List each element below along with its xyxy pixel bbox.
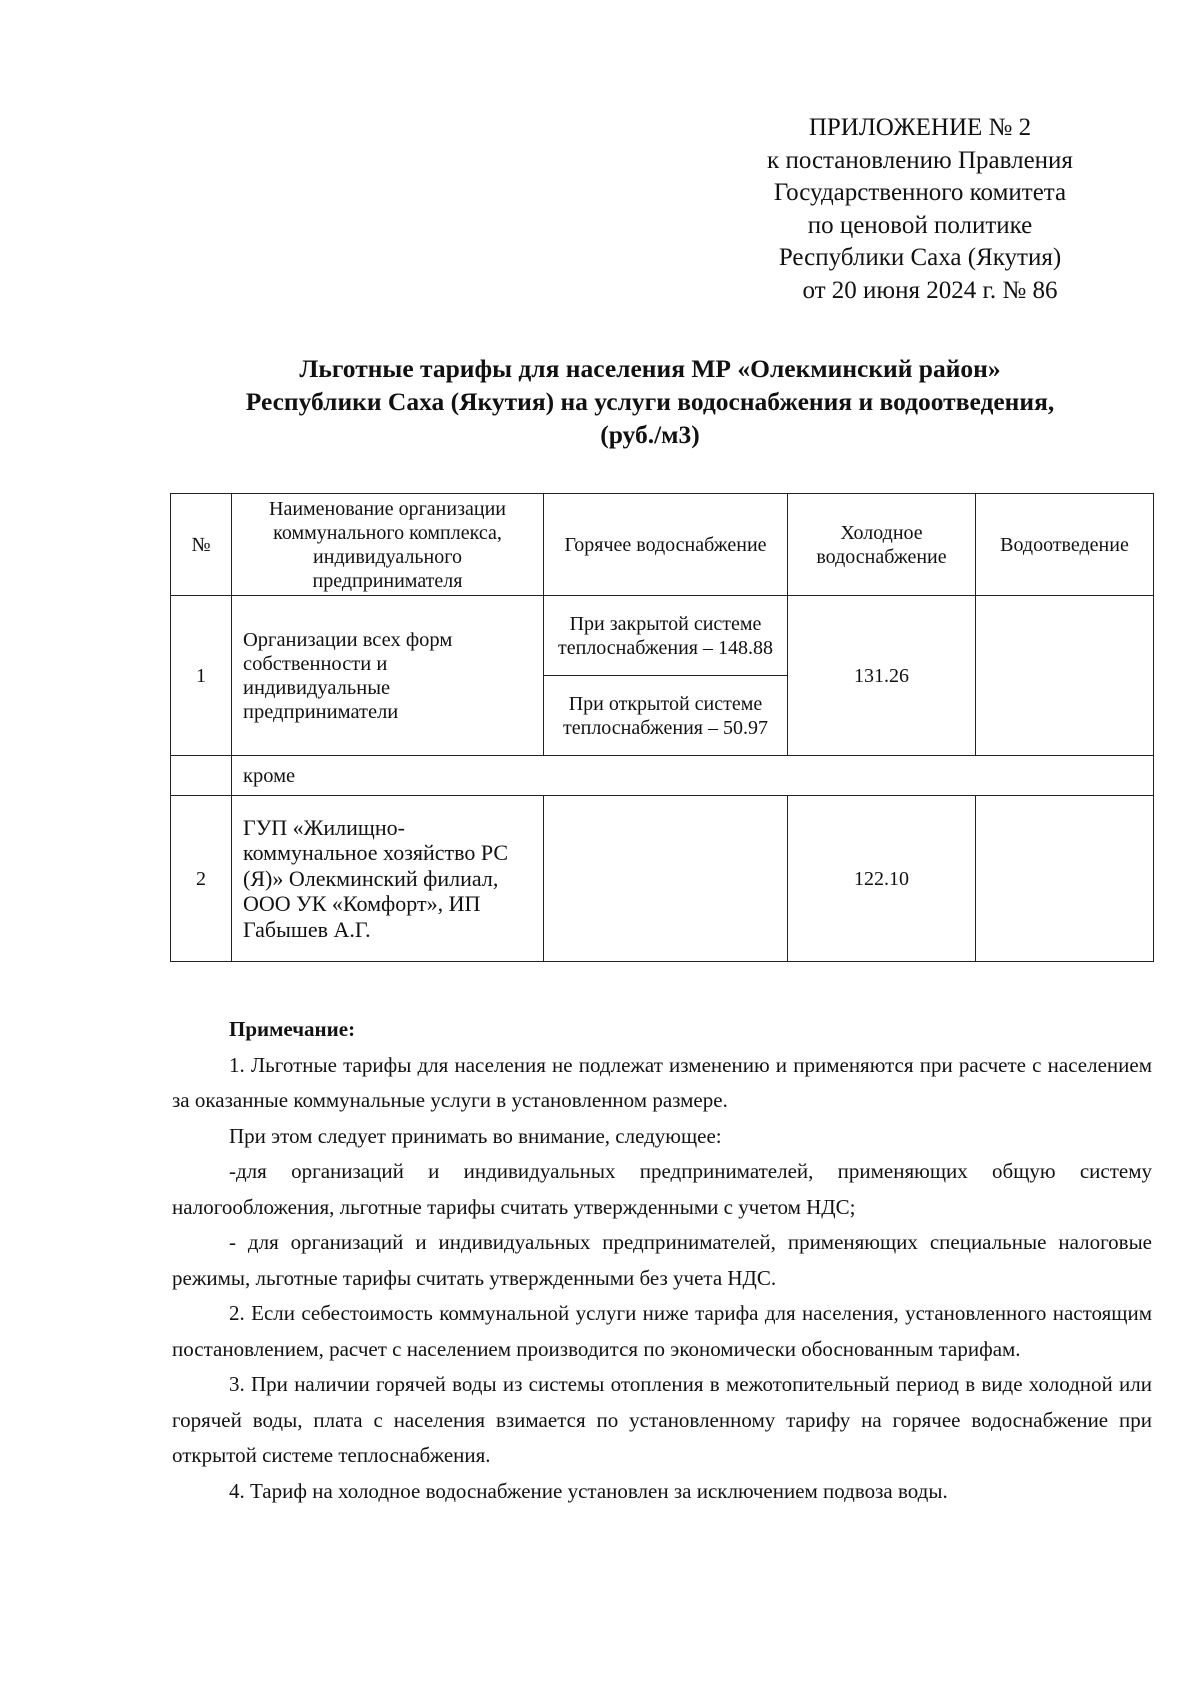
row1-cold: 131.26 [788,596,976,756]
note-paragraph: -для организаций и индивидуальных предпринимателей, применяющих общую систему налогообложения, льготные тарифы считать утвержденными с учетом НДС; [172,1159,1152,1219]
table-header-row [171,494,1154,596]
header-hot-water: Горячее водоснабжение [544,494,788,596]
appendix-line: к постановлению Правления [767,146,1073,174]
appendix-block [700,112,1140,307]
notes-heading: Примечание: [229,1017,356,1041]
header-org: Наименование организации коммунального комплекса, индивидуального предпринимателя [232,494,544,596]
except-num [171,756,232,796]
table-row-except [171,756,1154,796]
document-title [150,352,1150,451]
except-text: кроме [232,756,1154,796]
row2-hot [544,796,788,962]
note-paragraph: 2. Если себестоимость коммунальной услуги ниже тарифа для населения, установленного настоящим постановлением, расчет с населением производится по экономически обоснованным тарифам. [172,1301,1152,1361]
note-paragraph: 4. Тариф на холодное водоснабжение установлен за исключением подвоза воды. [229,1478,948,1503]
row1-hot-closed: При закрытой системе теплоснабжения – 148.88 [544,596,788,676]
title-line: (руб./м3) [600,420,700,449]
notes-section [172,1012,1152,1509]
title-line: Республики Саха (Якутия) на услуги водоснабжения и водоотведения, [245,387,1055,416]
header-cold-water: Холодное водоснабжение [788,494,976,596]
appendix-line: от 20 июня 2024 г. № 86 [802,276,1058,304]
appendix-line: ПРИЛОЖЕНИЕ № 2 [808,114,1032,141]
appendix-line: Государственного комитета [773,179,1067,206]
row1-org: Организации всех форм собственности и индивидуальные предприниматели [232,596,544,756]
header-sewerage: Водоотведение [976,494,1154,596]
title-line: Льготные тарифы для населения МР «Олекминский район» [299,354,1001,383]
header-num: № [171,494,232,596]
table-row [171,596,1154,676]
row1-sewer [976,596,1154,756]
appendix-line: по ценовой политике [807,211,1033,239]
appendix-line: Республики Саха (Якутия) [778,244,1062,271]
note-paragraph: - для организаций и индивидуальных предпринимателей, применяющих специальные налоговые режимы, льготные тарифы считать утвержденными без учета НДС. [172,1230,1152,1290]
row2-org: ГУП «Жилищно-коммунальное хозяйство РС (Я)» Олекминский филиал, ООО УК «Комфорт», ИП Габышев А.Г. [232,796,544,962]
row2-cold: 122.10 [788,796,976,962]
row1-num: 1 [171,596,232,756]
row2-num: 2 [171,796,232,962]
row1-hot-open: При открытой системе теплоснабжения – 50.97 [544,676,788,756]
note-paragraph: 1. Льготные тарифы для населения не подлежат изменению и применяются при расчете с населением за оказанные коммунальные услуги в установленном размере. [172,1052,1152,1112]
note-paragraph: 3. При наличии горячей воды из системы отопления в межотопительный период в виде холодной или горячей воды, плата с населения взимается по установленному тарифу на горячее водоснабжение при открытой системе теплоснабжения. [172,1372,1152,1467]
table-row [171,796,1154,962]
tariffs-table [170,493,1154,962]
note-paragraph: При этом следует принимать во внимание, следующее: [229,1123,722,1148]
row2-sewer [976,796,1154,962]
